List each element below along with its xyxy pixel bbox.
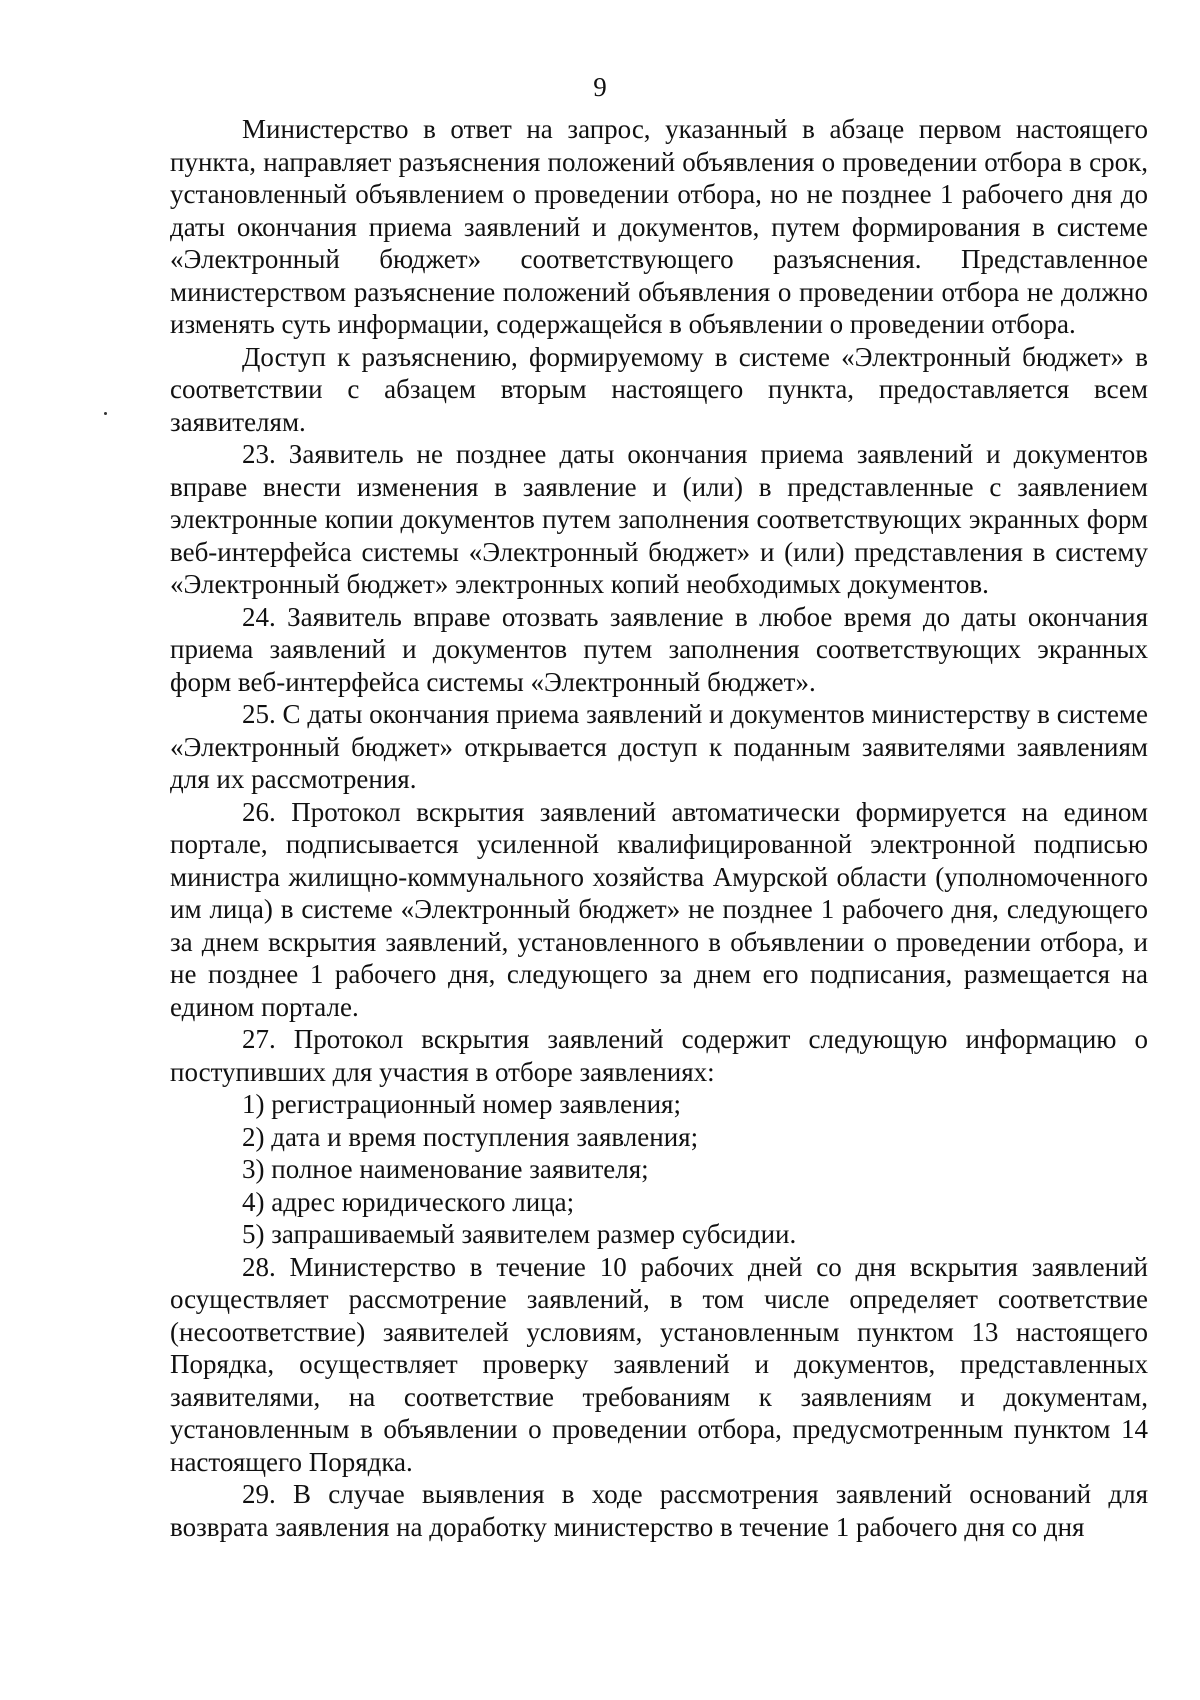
paragraph-25: 25. С даты окончания приема заявлений и документов министерству в системе «Электронный бюджет» открывается доступ к поданным заявителями заявлениям для их рассмотрения. [170,699,1148,794]
paragraph-26: 26. Протокол вскрытия заявлений автоматически формируется на едином портале, подписывается усиленной квалифицированной электронной подписью министра жилищно-коммунального хозяйства Амурской области (уполномоченного им лица) в системе «Электронный бюджет» не позднее 1 рабочего дня, следующего за днем вскрытия заявлений, установленного в объявлении о проведении отбора, и не позднее 1 рабочего дня, следующего за днем его подписания, размещается на едином портале. [170,796,1148,1022]
paragraph-29: 29. В случае выявления в ходе рассмотрения заявлений оснований для возврата заявления на доработку министерство в течение 1 рабочего дня со дня [170,1479,1148,1542]
list-item-3: 3) полное наименование заявителя; [242,1154,649,1184]
document-body [170,113,1148,1543]
list-item-2: 2) дата и время поступления заявления; [242,1121,699,1152]
paragraph-24: 24. Заявитель вправе отозвать заявление в любое время до даты окончания приема заявлений и документов путем заполнения соответствующих экранных форм веб-интерфейса системы «Электронный бюджет». [170,601,1148,697]
paragraph-23: 23. Заявитель не позднее даты окончания приема заявлений и документов вправе внести изменения в заявление и (или) в представленные с заявлением электронные копии документов путем заполнения соответствующих экранных форм веб-интерфейса системы «Электронный бюджет» и (или) представления в систему «Электронный бюджет» электронных копий необходимых документов. [170,439,1148,599]
paragraph-28: 28. Министерство в течение 10 рабочих дней со дня вскрытия заявлений осуществляет рассмотрение заявлений, в том числе определяет соответствие (несоответствие) заявителей условиям, установленным пунктом 13 настоящего Порядка, осуществляет проверку заявлений и документов, представленных заявителями, на соответствие требованиям к заявлениям и документам, установленным в объявлении о проведении отбора, предусмотренным пунктом 14 настоящего Порядка. [170,1251,1148,1477]
list-item-1: 1) регистрационный номер заявления; [242,1089,681,1119]
list-item-4: 4) адрес юридического лица; [242,1186,575,1217]
paragraph-clarification: Министерство в ответ на запрос, указанный в абзаце первом настоящего пункта, направляет разъяснения положений объявления о проведении отбора в срок, установленный объявлением о проведении отбора, но не позднее 1 рабочего дня до даты окончания приема заявлений и документов, путем формирования в системе «Электронный бюджет» соответствующего разъяснения. Представленное министерством разъяснение положений объявления о проведении отбора не должно изменять суть информации, содержащейся в объявлении о проведении отбора. [170,114,1148,339]
paragraph-access: Доступ к разъяснению, формируемому в системе «Электронный бюджет» в соответствии с абзацем вторым настоящего пункта, предоставляется всем заявителям. [170,341,1148,437]
page-number: 9 [593,72,607,102]
list-item-5: 5) запрашиваемый заявителем размер субсидии. [242,1219,797,1249]
scan-speck [104,412,107,415]
paragraph-27: 27. Протокол вскрытия заявлений содержит следующую информацию о поступивших для участия в отборе заявлениях: [170,1024,1148,1087]
